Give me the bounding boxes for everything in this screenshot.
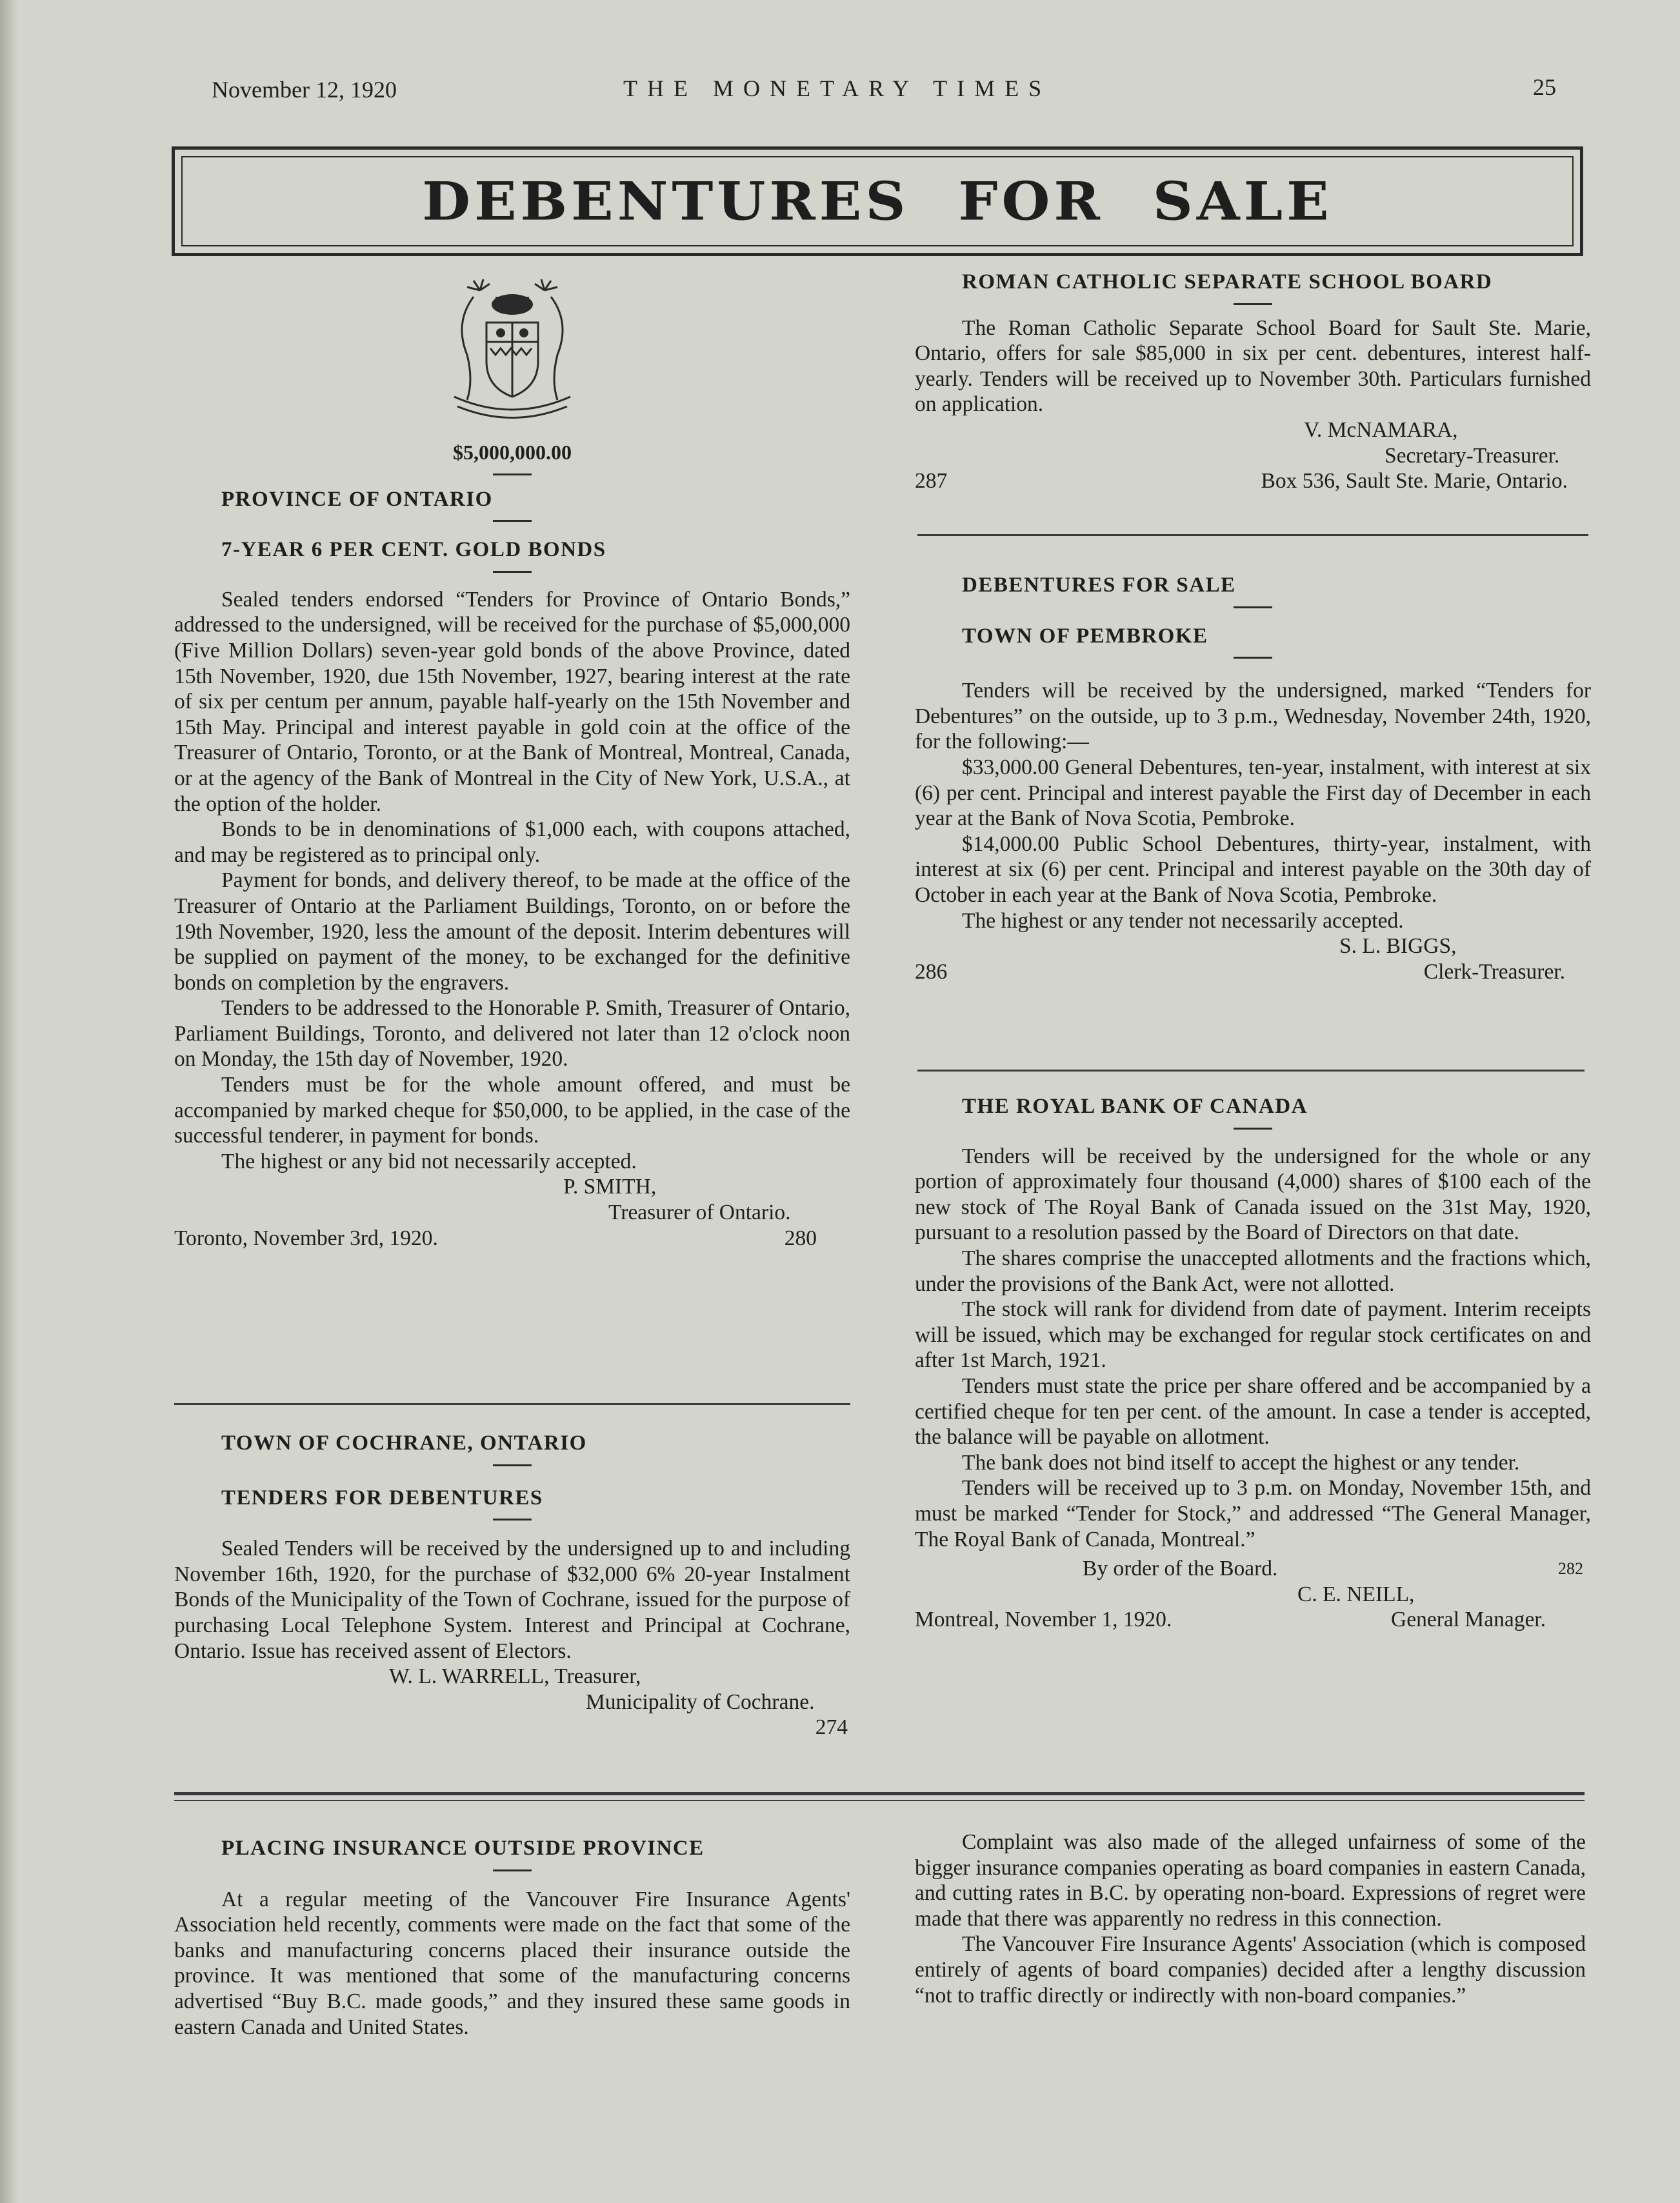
cochrane-heading: TOWN OF COCHRANE, ONTARIO [221,1431,587,1455]
rc-board-signatory-title: Secretary-Treasurer. [1385,443,1560,468]
rc-board-notice [915,270,1591,494]
pembroke-signatory-title: Clerk-Treasurer. [1423,959,1565,984]
rc-board-ad-number: 287 [915,469,948,493]
ontario-paragraph: Tenders must be for the whole amount offered, and must be accompanied by marked cheque for $50,000, to be applied, in the case of the successful tenderer, in payment for bonds. [174,1073,850,1148]
article-paragraph: At a regular meeting of the Vancouver Fire Insurance Agents' Association held recently, comments were made on the fact that some of the banks and manufacturing concerns placed their insurance outside the province. It was mentioned that some of the manufacturing concerns advertised “Buy B.C. made goods,” and they insured these same goods in eastern Canada and United States. [174,1887,850,2039]
ontario-place-date: Toronto, November 3rd, 1920. [174,1226,438,1250]
rc-board-address: Box 536, Sault Ste. Marie, Ontario. [1261,469,1568,493]
banner-title: DEBENTURES FOR SALE [422,170,1333,232]
article-paragraph: The Vancouver Fire Insurance Agents' Association (which is composed entirely of agents of board companies) decided after a lengthy discussion “not to traffic directly or indirectly with non-board companies.” [915,1932,1586,2008]
ontario-paragraph: The highest or any bid not necessarily accepted. [221,1149,637,1173]
article-paragraph: Complaint was also made of the alleged unfairness of some of the bigger insurance companies operating as board companies in eastern Canada, and cutting rates in B.C. by operating non-board. Expressions of regret were made that there was apparently no redress in this connection. [915,1830,1586,1931]
royal-bank-paragraph: Tenders will be received up to 3 p.m. on Monday, November 15th, and must be marked “Tender for Stock,” and addressed “The General Manager, The Royal Bank of Canada, Montreal.” [915,1476,1591,1551]
publication-title: THE MONETARY TIMES [623,75,1052,101]
cochrane-ad-number: 274 [815,1715,848,1740]
ontario-subheading: 7-YEAR 6 PER CENT. GOLD BONDS [221,538,606,562]
ontario-paragraph: Payment for bonds, and delivery thereof, to be made at the office of the Treasurer of Ontario at the Parliament Buildings, Toronto, on or before the 19th November, 1920, less the amount of the deposit. Interim debentures will be supplied on payment of the money, to be exchanged for the definitive bonds on completion by the engravers. [174,868,850,995]
divider [493,571,532,573]
ontario-heading: PROVINCE OF ONTARIO [221,487,493,511]
ontario-amount: $5,000,000.00 [453,441,572,464]
pembroke-notice [915,573,1591,984]
divider [493,520,532,522]
page-number: 25 [1533,74,1556,100]
divider [493,1869,532,1871]
pembroke-paragraph: $33,000.00 General Debentures, ten-year, instalment, with interest at six (6) per cent. Principal and interest payable the First day of December in each year at the Bank of Nova Scotia, Pembroke. [915,755,1591,831]
ontario-ad-number: 280 [784,1226,817,1250]
cochrane-paragraph: Sealed Tenders will be received by the undersigned up to and including November 16th, 1920, for the purchase of $32,000 6% 20-year Instalment Bonds of the Municipality of the Town of Cochrane, issued for the purpose of purchasing Local Telephone System. Interest and Principal at Cochrane, Ontario. Issue has received assent of Electors. [174,1537,850,1663]
royal-bank-signatory-title: General Manager. [1391,1608,1546,1632]
divider [493,1519,532,1520]
cochrane-signatory: W. L. WARRELL, Treasurer, [389,1664,641,1689]
divider [493,1464,532,1466]
divider [1234,657,1272,659]
pembroke-paragraph: The highest or any tender not necessarily accepted. [962,908,1404,933]
issue-date: November 12, 1920 [212,77,397,103]
royal-bank-signatory: C. E. NEILL, [1297,1582,1415,1606]
ontario-paragraph: Tenders to be addressed to the Honorable P. Smith, Treasurer of Ontario, Parliament Buildings, Toronto, and delivered not later than 12 o'clock noon on Monday, the 15th day of November, 1920. [174,996,850,1072]
section-rule [174,1403,850,1405]
rc-board-signatory: V. McNAMARA, [1304,417,1458,442]
royal-bank-paragraph: The bank does not bind itself to accept the highest or any tender. [962,1450,1520,1475]
ontario-signatory-title: Treasurer of Ontario. [608,1201,791,1225]
royal-bank-place-date: Montreal, November 1, 1920. [915,1608,1172,1632]
pembroke-paragraph: $14,000.00 Public School Debentures, thirty-year, instalment, with interest at six (6) per cent. Principal and interest payable on the 30th day of October in each year at the Bank of Nova Scotia, Pembroke. [915,832,1591,907]
page-edge [0,0,18,2203]
royal-bank-by-order: By order of the Board. [1083,1557,1278,1581]
royal-bank-paragraph: Tenders will be received by the undersigned for the whole or any portion of approximately four thousand (4,000) shares of $100 each of the new stock of The Royal Bank of Canada issued on the 31st May, 1920, pursuant to a resolution passed by the Board of Directors on that date. [915,1144,1591,1245]
royal-bank-paragraph: The shares comprise the unaccepted allotments and the fractions which, under the provisions of the Bank Act, were not allotted. [915,1246,1591,1296]
divider [1234,1128,1272,1130]
divider [493,473,532,475]
ontario-notice [174,277,850,1251]
royal-bank-notice [915,1094,1591,1633]
pembroke-subheading: TOWN OF PEMBROKE [962,624,1208,648]
pembroke-heading: DEBENTURES FOR SALE [962,573,1236,597]
royal-bank-heading: THE ROYAL BANK OF CANADA [962,1095,1308,1118]
royal-bank-paragraph: The stock will rank for dividend from date of payment. Interim receipts will be issued, which may be exchanged for regular stock certificates on and after 1st March, 1921. [915,1297,1591,1373]
cochrane-subheading: TENDERS FOR DEBENTURES [221,1486,543,1510]
ontario-crest [174,277,850,432]
section-rule [174,1792,1585,1795]
ontario-signatory: P. SMITH, [563,1175,657,1199]
section-rule [917,534,1588,536]
royal-bank-ad-number: 282 [1558,1559,1583,1579]
ontario-paragraph: Bonds to be in denominations of $1,000 each, with coupons attached, and may be registered as to principal only. [174,817,850,867]
pembroke-paragraph: Tenders will be received by the undersigned, marked “Tenders for Debentures” on the outside, up to 3 p.m., Wednesday, November 24th, 1920, for the following:— [915,679,1591,754]
ontario-paragraph: Sealed tenders endorsed “Tenders for Province of Ontario Bonds,” addressed to the undersigned, will be received for the purchase of $5,000,000 (Five Million Dollars) seven-year gold bonds of the above Province, dated 15th November, 1920, due 15th November, 1927, bearing interest at the rate of six per centum per annum, payable half-yearly on the 15th November and 15th May. Principal and interest payable in gold coin at the office of the Treasurer of Ontario, Toronto, or at the Bank of Montreal, Montreal, Canada, or at the agency of the Bank of Montreal in the City of New York, U.S.A., at the option of the holder. [174,587,850,816]
pembroke-ad-number: 286 [915,959,948,984]
banner-frame [172,146,1583,256]
pembroke-signatory: S. L. BIGGS, [1339,934,1457,959]
divider [1234,303,1272,305]
article-headline: PLACING INSURANCE OUTSIDE PROVINCE [221,1837,705,1860]
cochrane-notice [174,1431,850,1740]
royal-bank-paragraph: Tenders must state the price per share offered and be accompanied by a certified cheque for ten per cent. of the amount. In case a tender is accepted, the balance will be payable on allotment. [915,1373,1591,1450]
section-rule [174,1800,1585,1801]
rc-board-paragraph: The Roman Catholic Separate School Board for Sault Ste. Marie, Ontario, offers for sale $85,000 in six per cent. debentures, interest half-yearly. Tenders will be received up to November 30th. Particulars furnished on application. [915,315,1591,417]
section-rule [917,1070,1585,1072]
cochrane-signatory-title: Municipality of Cochrane. [586,1690,815,1714]
divider [1234,606,1272,608]
coat-of-arms-icon [428,277,596,426]
rc-board-heading: ROMAN CATHOLIC SEPARATE SCHOOL BOARD [962,270,1493,294]
insurance-article-right [915,1829,1586,2008]
insurance-article-left [174,1836,850,2040]
